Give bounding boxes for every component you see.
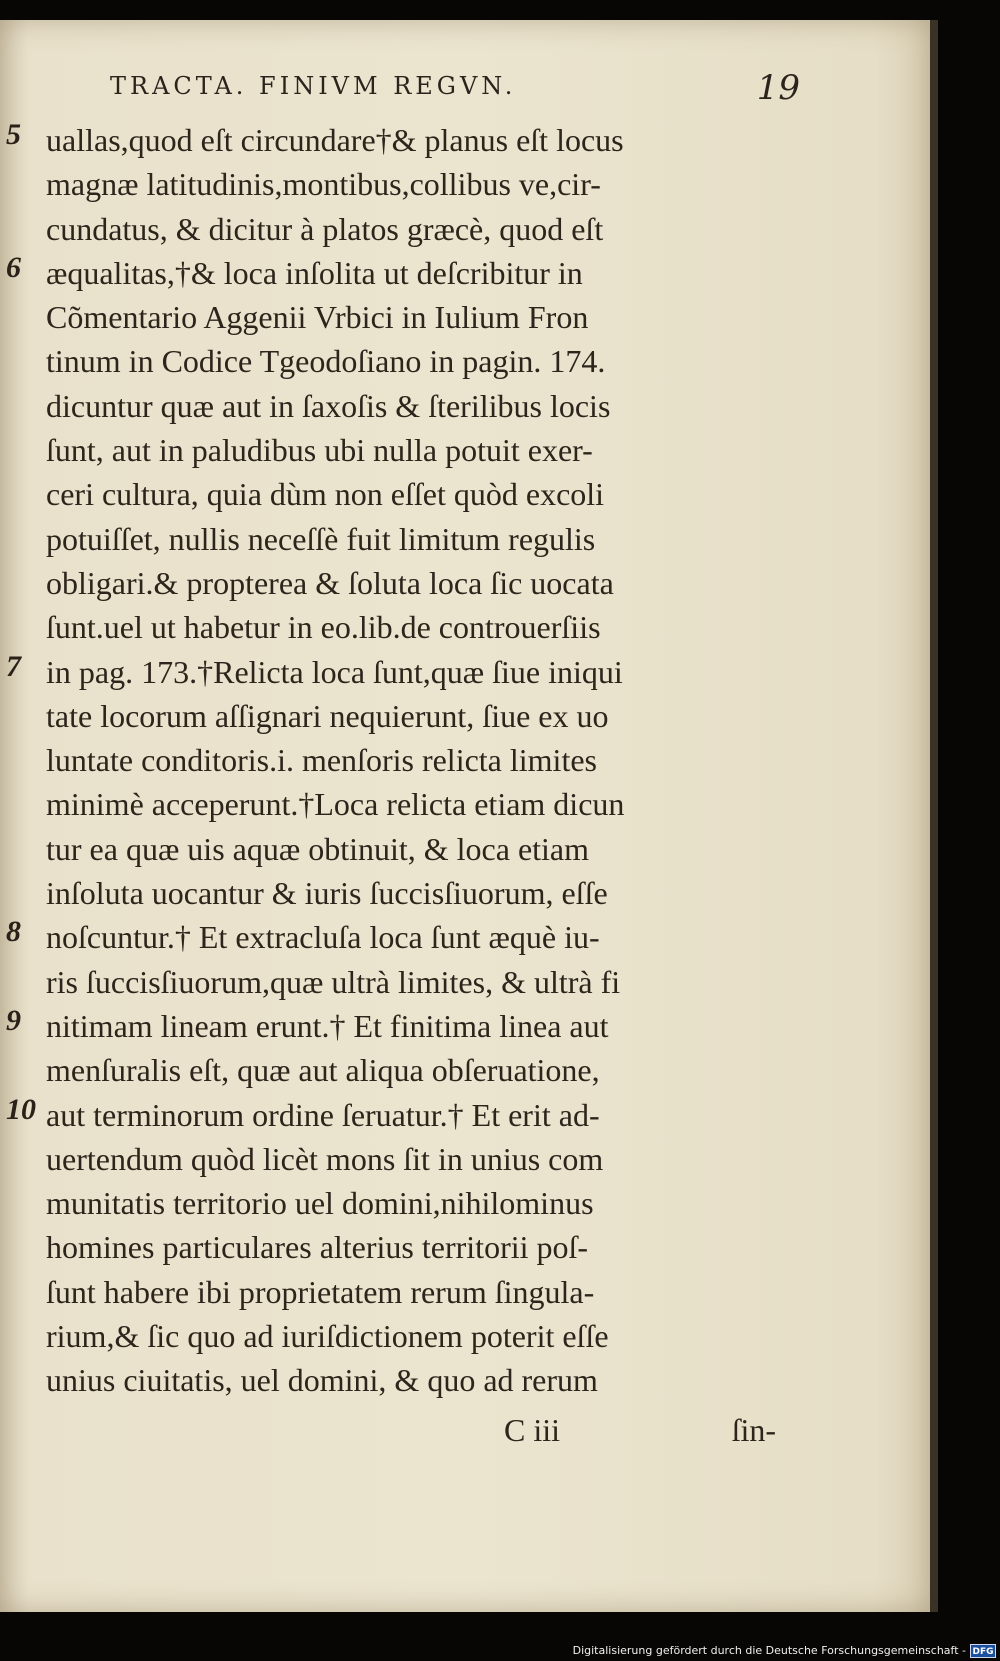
text-line: magnæ latitudinis,montibus,collibus ve,cir- [46, 166, 601, 203]
margin-marker-10: 10 [6, 1092, 36, 1126]
margin-marker-5: 5 [6, 118, 21, 151]
text-line: rium,& ſic quo ad iuriſdictionem poterit eſſe [46, 1318, 609, 1355]
text-line: ris ſuccisſiuorum,quæ ultrà limites, & ultrà fi [46, 963, 621, 1000]
text-line: tur ea quæ uis aquæ obtinuit, & loca etiam [46, 830, 590, 867]
text-line: tate locorum aſſignari nequierunt, ſiue ex uo [46, 697, 609, 734]
text-line: ceri cultura, quia dùm non eſſet quòd excoli [46, 476, 605, 513]
credit-text: Digitalisierung gefördert durch die Deutsche Forschungsgemeinschaft - [572, 1644, 966, 1657]
running-head: TRACTA. FINIVM REGVN. [110, 72, 517, 100]
text-line: luntate conditoris.i. menſoris relicta limites [46, 742, 597, 779]
text-line: nitimam lineam erunt.† Et finitima linea aut [46, 1007, 609, 1044]
page-header [110, 56, 800, 106]
margin-marker-9: 9 [6, 1004, 21, 1037]
text-line: homines particulares alterius territorii poſ- [46, 1229, 589, 1266]
text-line: dicuntur quæ aut in ſaxoſis & ſterilibus locis [46, 387, 611, 424]
text-line: munitatis territorio uel domini,nihilominus [46, 1185, 594, 1222]
text-line: noſcuntur.† Et extracluſa loca ſunt æquè iu- [46, 919, 600, 956]
digitization-credit [0, 1643, 1000, 1661]
text-line: minimè acceperunt.†Loca relicta etiam dicun [46, 786, 625, 823]
text-line: ſunt.uel ut habetur in eo.lib.de controuerſiis [46, 609, 601, 646]
text-line: aut terminorum ordine ſeruatur.† Et erit ad- [46, 1096, 600, 1133]
text-line: menſuralis eſt, quæ aut aliqua obſeruatione, [46, 1052, 600, 1089]
text-line: cundatus, & dicitur à platos græcè, quod eſt [46, 210, 604, 247]
margin-marker-6: 6 [6, 250, 21, 284]
margin-marker-7: 7 [6, 649, 21, 683]
text-line: obligari.& propterea & ſoluta loca ſic uocata [46, 564, 614, 601]
text-line: uallas,quod eſt circundare†& planus eſt locus [46, 122, 624, 158]
page-fore-edge [930, 20, 938, 1612]
folio-number: 19 [756, 68, 800, 108]
text-line: æqualitas,†& loca inſolita ut deſcribitur in [46, 254, 583, 291]
text-line: inſoluta uocantur & iuris ſuccisſiuorum, eſſe [46, 875, 608, 912]
margin-marker-8: 8 [6, 915, 21, 949]
catchword: ſin- [731, 1412, 776, 1448]
text-line: unius ciuitatis, uel domini, & quo ad rerum [46, 1362, 598, 1399]
dfg-logo-icon: DFG [970, 1644, 996, 1658]
body-text [46, 118, 786, 1403]
text-line: potuiſſet, nullis neceſſè fuit limitum regulis [46, 520, 596, 557]
text-line: tinum in Codice Tgeodoſiano in pagin. 174. [46, 343, 606, 380]
page-footer-line [46, 1412, 786, 1456]
text-line: in pag. 173.†Relicta loca ſunt,quæ ſiue iniqui [46, 653, 623, 690]
signature-mark: C iii [504, 1412, 561, 1448]
text-line: ſunt, aut in paludibus ubi nulla potuit exer- [46, 432, 593, 469]
text-line: ſunt habere ibi proprietatem rerum ſingula- [46, 1273, 595, 1310]
text-line: Cõmentario Aggenii Vrbici in Iulium Fron [46, 299, 589, 336]
text-line: uertendum quòd licèt mons ſit in unius com [46, 1140, 604, 1177]
